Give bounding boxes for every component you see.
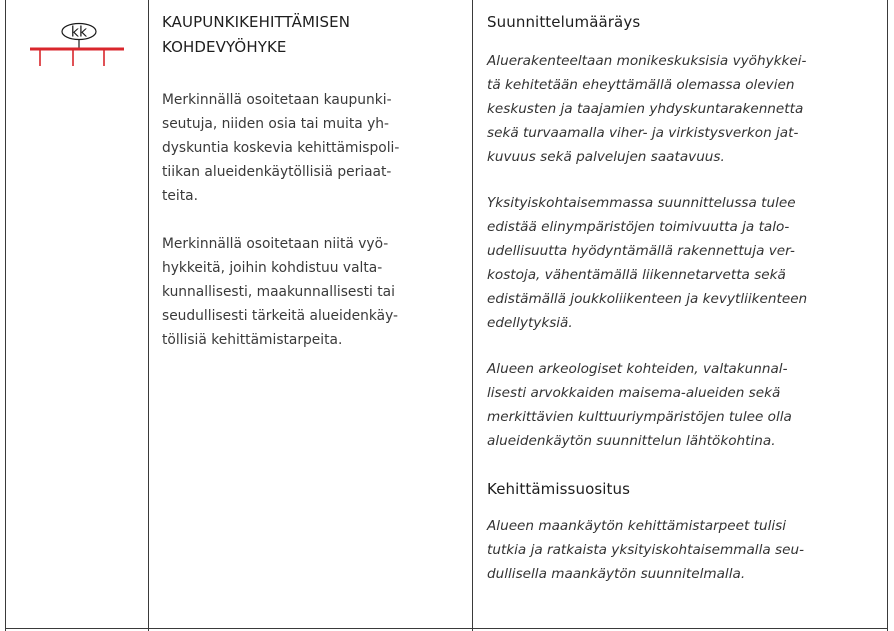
- designation-paragraph-1: Merkinnällä osoitetaan kaupunki- seutuja, niiden osia tai muita yh- dyskuntia koskevia kehittämispoli- tiikan alueidenkäytöllisiä periaat- teita.: [162, 92, 400, 204]
- regulation-cell: [487, 10, 885, 586]
- designation-paragraph-2: Merkinnällä osoitetaan niitä vyö- hykkeitä, joihin kohdistuu valta- kunnallisesti, maakunnallisesti tai seudullisesti tärkeitä alueidenkäy- töllisiä kehittämistarpeita.: [162, 236, 398, 348]
- kk-symbol-graphic: [30, 24, 124, 67]
- regulation-paragraph-2: Yksityiskohtaisemmassa suunnittelussa tulee edistää elinympäristöjen toimivuutta ja talo- udellisuutta hyödyntämällä rakennettuja ver- kostoja, vähentämällä liikennetarvetta sekä edistämällä joukkoliikenteen ja kevytliikenteen edellytyksiä.: [487, 195, 808, 331]
- development-recommendation-heading: Kehittämissuositus: [487, 480, 631, 498]
- designation-title-line1: KAUPUNKIKEHITTÄMISEN: [162, 13, 351, 31]
- table-border-right: [887, 0, 888, 631]
- column-divider-2: [472, 0, 473, 631]
- designation-title: [162, 10, 457, 60]
- regulation-paragraph-1: Aluerakenteeltaan monikeskuksisia vyöhykkei- tä kehitetään eheyttämällä olemassa olevien keskusten ja taajamien yhdyskuntarakennetta sekä turvaamalla viher- ja virkistysverkon jat- kuvuus sekä palvelujen saatavuus.: [487, 53, 807, 165]
- symbol-label: kk: [70, 24, 88, 41]
- kk-zone-boundary-symbol-icon: [28, 22, 126, 70]
- column-divider-1: [148, 0, 149, 631]
- table-border-left: [5, 0, 6, 631]
- designation-title-line2: KOHDEVYÖHYKE: [162, 38, 287, 56]
- planning-regulation-heading: Suunnittelumääräys: [487, 13, 641, 31]
- row-divider-bottom: [5, 628, 888, 629]
- designation-description-cell: [162, 10, 457, 352]
- regulation-paragraph-3: Alueen arkeologiset kohteiden, valtakunnal- lisesti arvokkaiden maisema-alueiden sekä merkittävien kulttuuriympäristöjen tulee olla alueidenkäytön suunnittelun lähtökohtina.: [487, 361, 792, 449]
- recommendation-paragraph: Alueen maankäytön kehittämistarpeet tulisi tutkia ja ratkaista yksityiskohtaisemmalla seu- dullisella maankäytön suunnitelmalla.: [487, 518, 804, 582]
